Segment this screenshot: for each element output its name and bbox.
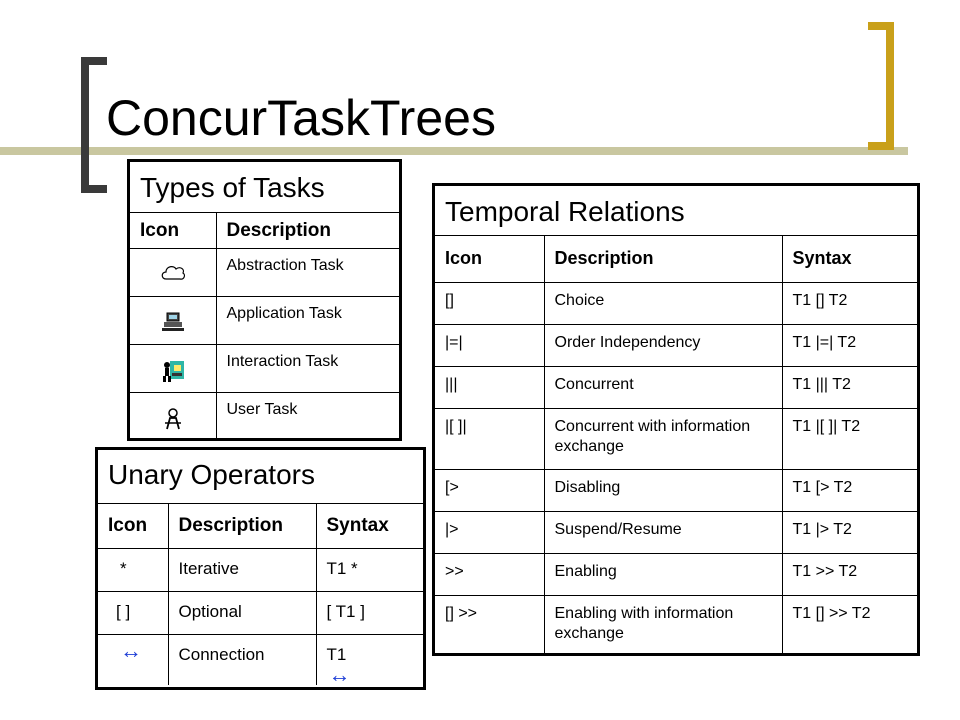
- temporal-grid: [435, 236, 917, 656]
- operator-description: Disabling: [544, 469, 782, 511]
- table-row: [98, 635, 423, 686]
- header-syntax: Syntax: [782, 236, 917, 282]
- task-description: Abstraction Task: [216, 249, 399, 297]
- header-row: [98, 504, 423, 549]
- table-row: [98, 592, 423, 635]
- operator-syntax: T1 [> T2: [782, 469, 917, 511]
- application-computer-icon: [130, 297, 216, 345]
- operator-syntax-cell: [316, 635, 423, 686]
- table-title: Unary Operators: [98, 450, 423, 504]
- operator-description: Concurrent with information exchange: [544, 408, 782, 469]
- header-icon: Icon: [98, 504, 168, 549]
- interaction-person-computer-icon: [130, 345, 216, 393]
- operator-icon: >>: [435, 553, 544, 595]
- operator-syntax: T1 >> T2: [782, 553, 917, 595]
- header-description: Description: [544, 236, 782, 282]
- operator-icon: |||: [435, 366, 544, 408]
- table-row: [98, 549, 423, 592]
- operator-syntax: [ T1 ]: [316, 592, 423, 635]
- page-title: ConcurTaskTrees: [106, 90, 496, 146]
- table-row: [435, 282, 917, 324]
- table-row: [435, 366, 917, 408]
- header-icon: Icon: [435, 236, 544, 282]
- unary-operators-table: [95, 447, 426, 690]
- table-row: [130, 297, 399, 345]
- right-bracket-decoration: [868, 22, 894, 150]
- table-row: [130, 249, 399, 297]
- operator-icon: |>: [435, 511, 544, 553]
- title-underline-bar: [0, 147, 908, 155]
- operator-description: Iterative: [168, 549, 316, 592]
- table-row: [435, 595, 917, 656]
- left-bracket-decoration: [81, 57, 107, 193]
- table-title: Types of Tasks: [130, 162, 399, 213]
- operator-description: Optional: [168, 592, 316, 635]
- header-row: [130, 213, 399, 249]
- unary-grid: [98, 504, 423, 685]
- task-description: Application Task: [216, 297, 399, 345]
- operator-description: Enabling with information exchange: [544, 595, 782, 656]
- connection-arrow-icon: [98, 635, 168, 686]
- table-row: [435, 469, 917, 511]
- header-row: [435, 236, 917, 282]
- header-icon: Icon: [130, 213, 216, 249]
- table-row: [435, 408, 917, 469]
- operator-icon: [ ]: [98, 592, 168, 635]
- header-description: Description: [216, 213, 399, 249]
- bidirectional-arrow-icon: ↔: [120, 638, 142, 663]
- types-of-tasks-table: [127, 159, 402, 441]
- table-title: Temporal Relations: [435, 186, 917, 236]
- task-description: User Task: [216, 393, 399, 441]
- temporal-relations-table: [432, 183, 920, 656]
- operator-icon: *: [98, 549, 168, 592]
- operator-syntax: T1 [] >> T2: [782, 595, 917, 656]
- types-grid: [130, 213, 399, 441]
- operator-icon: [] >>: [435, 595, 544, 656]
- abstraction-cloud-icon: [130, 249, 216, 297]
- table-row: [435, 324, 917, 366]
- bidirectional-arrow-icon: ↔: [328, 662, 351, 685]
- operator-syntax: T1 |> T2: [782, 511, 917, 553]
- header-syntax: Syntax: [316, 504, 423, 549]
- user-person-icon: [130, 393, 216, 441]
- table-row: [130, 393, 399, 441]
- operator-syntax: T1 [] T2: [782, 282, 917, 324]
- operator-syntax: T1: [326, 645, 347, 664]
- operator-icon: []: [435, 282, 544, 324]
- operator-description: Concurrent: [544, 366, 782, 408]
- table-row: [130, 345, 399, 393]
- task-description: Interaction Task: [216, 345, 399, 393]
- operator-description: Suspend/Resume: [544, 511, 782, 553]
- operator-icon: [>: [435, 469, 544, 511]
- operator-syntax: T1 *: [316, 549, 423, 592]
- operator-description: Enabling: [544, 553, 782, 595]
- operator-description: Choice: [544, 282, 782, 324]
- operator-icon: |[ ]|: [435, 408, 544, 469]
- operator-syntax: T1 |[ ]| T2: [782, 408, 917, 469]
- header-description: Description: [168, 504, 316, 549]
- operator-syntax: T1 |=| T2: [782, 324, 917, 366]
- operator-syntax: T1 ||| T2: [782, 366, 917, 408]
- operator-icon: |=|: [435, 324, 544, 366]
- table-row: [435, 511, 917, 553]
- operator-description: Connection: [168, 635, 316, 686]
- operator-description: Order Independency: [544, 324, 782, 366]
- table-row: [435, 553, 917, 595]
